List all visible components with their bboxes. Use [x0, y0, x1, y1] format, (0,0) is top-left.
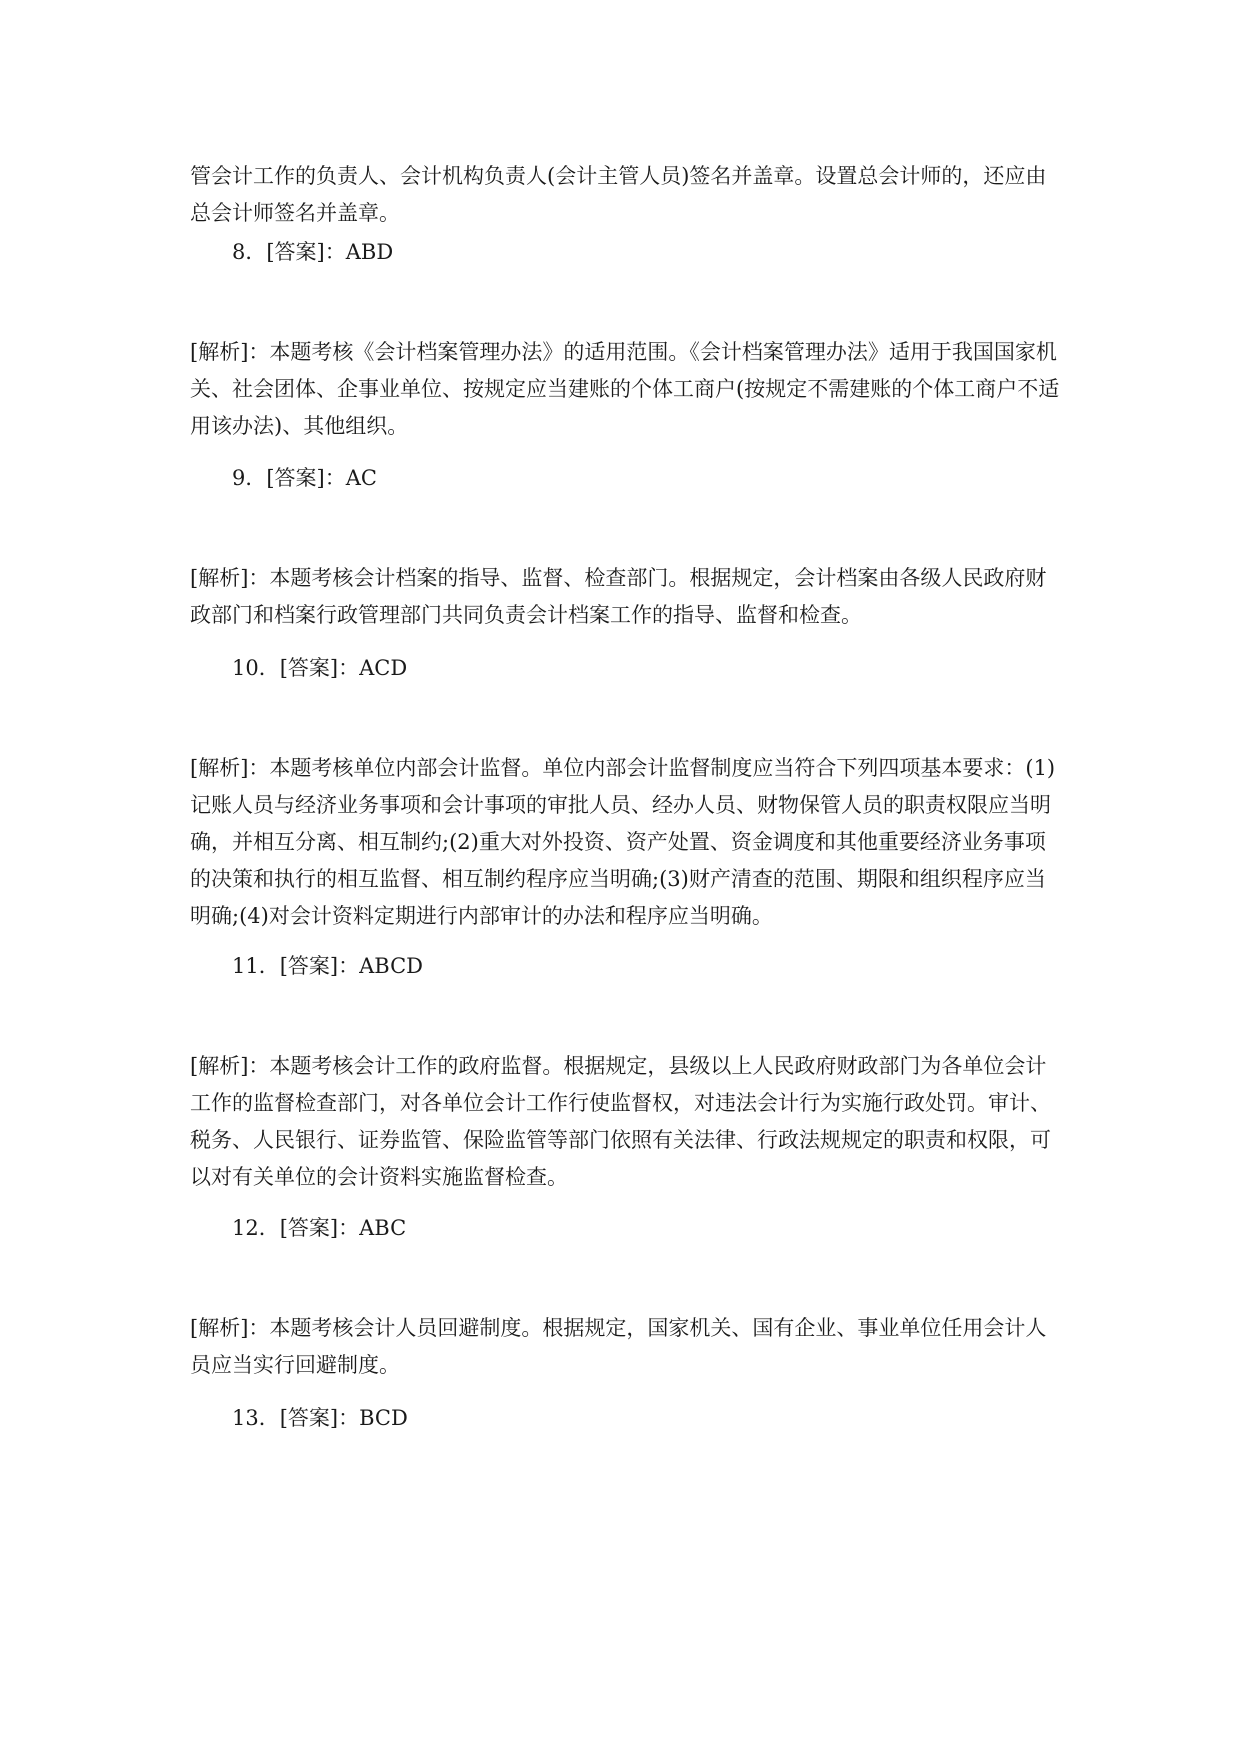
analysis-11: [解析]：本题考核会计工作的政府监督。根据规定，县级以上人民政府财政部门为各单位会计工作的监督检查部门，对各单位会计工作行使监督权，对违法会计行为实施行政处罚。审计、税务、人民银行、证券监管、保险监管等部门依照有关法律、行政法规规定的职责和权限，可以对有关单位的会计资料实施监督检查。 — [190, 1054, 1051, 1189]
analysis-10: [解析]：本题考核单位内部会计监督。单位内部会计监督制度应当符合下列四项基本要求：(1)记账人员与经济业务事项和会计事项的审批人员、经办人员、财物保管人员的职责权限应当明确，并相互分离、相互制约;(2)重大对外投资、资产处置、资金调度和其他重要经济业务事项的决策和执行的相互监督、相互制约程序应当明确;(3)财产清查的范围、期限和组织程序应当明确;(4)对会计资料定期进行内部审计的办法和程序应当明确。 — [190, 756, 1056, 928]
analysis-8: [解析]：本题考核《会计档案管理办法》的适用范围。《会计档案管理办法》适用于我国国家机关、社会团体、企事业单位、按规定应当建账的个体工商户(按规定不需建账的个体工商户不适用该办法)、其他组织。 — [190, 340, 1060, 438]
analysis-12: [解析]：本题考核会计人员回避制度。根据规定，国家机关、国有企业、事业单位任用会计人员应当实行回避制度。 — [190, 1316, 1047, 1377]
answer-13: 13．[答案]：BCD — [232, 1406, 408, 1430]
answer-10: 10．[答案]：ACD — [232, 656, 408, 680]
analysis-9: [解析]：本题考核会计档案的指导、监督、检查部门。根据规定，会计档案由各级人民政府财政部门和档案行政管理部门共同负责会计档案工作的指导、监督和检查。 — [190, 566, 1047, 627]
paragraph-continuation: 管会计工作的负责人、会计机构负责人(会计主管人员)签名并盖章。设置总会计师的，还应由总会计师签名并盖章。 — [190, 164, 1047, 225]
answer-9: 9．[答案]：AC — [232, 466, 377, 490]
answer-11: 11．[答案]：ABCD — [232, 954, 423, 978]
answer-12: 12．[答案]：ABC — [232, 1216, 407, 1240]
answer-8: 8．[答案]：ABD — [232, 240, 394, 264]
